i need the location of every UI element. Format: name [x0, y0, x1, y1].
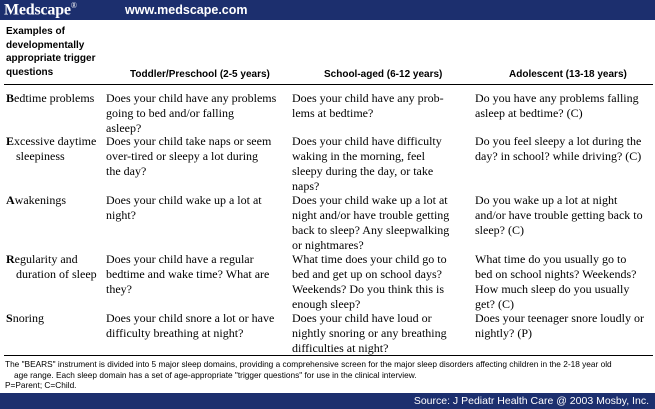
table-bottom-divider: [4, 355, 653, 356]
row-header-title-line: appropriate trigger: [6, 53, 96, 64]
table-cell: Does your child snore a lot or have difficulty breathing at night?: [106, 311, 275, 340]
table-cell: Does your child take naps or seem over-tired or sleepy a lot during the day?: [106, 134, 272, 178]
row-header-title-line: developmentally: [6, 39, 85, 51]
column-header-toddler: Toddler/Preschool (2-5 years): [130, 69, 270, 80]
footnote-line: age range. Each sleep domain has a set of age-appropriate "trigger questions" for use in the clinical interview.: [14, 369, 417, 380]
table-cell: Does your teenager snore loudly or nightly? (P): [475, 311, 644, 340]
brand-registered-mark: ®: [70, 1, 77, 10]
footnote-line: The "BEARS" instrument is divided into 5 major sleep domains, providing a comprehensive screen for the major sleep disorders affecting children in the 2-18 year old: [5, 359, 612, 369]
column-header-school-aged: School-aged (6-12 years): [324, 69, 443, 80]
domain-snoring: [6, 311, 102, 326]
table-cell: Does your child have any prob- lems at bedtime?: [292, 91, 444, 120]
domain-label: Awakenings: [6, 193, 66, 207]
table-cell: Does your child have a regular bedtime and wake time? What are they?: [106, 252, 270, 296]
source-citation: Source: J Pediatr Health Care @ 2003 Mosby, Inc.: [413, 395, 649, 407]
domain-label: Excessive daytime: [6, 134, 97, 148]
table-cell: Does your child have any problems going to bed and/or falling asleep?: [106, 91, 277, 135]
column-header-adolescent: Adolescent (13-18 years): [509, 69, 627, 80]
table-cell: Does your child wake up a lot at night?: [106, 193, 262, 222]
domain-label: Bedtime problems: [6, 91, 95, 105]
domain-regularity-duration: Regularity and duration of sleep: [6, 252, 102, 282]
site-url[interactable]: www.medscape.com: [125, 3, 248, 17]
brand-name: Medscape: [4, 1, 71, 19]
table-cell: What time do you usually go to bed on school nights? Weekends? How much sleep do you usually get? (C): [475, 252, 637, 311]
table-cell: Do you feel sleepy a lot during the day? in school? while driving? (C): [475, 134, 642, 163]
domain-excessive-daytime-sleepiness: Excessive daytime sleepiness: [6, 134, 102, 164]
table-cell: Do you wake up a lot at night and/or have trouble getting back to sleep? (C): [475, 193, 643, 237]
table-footnote: [5, 359, 650, 391]
header-divider: [4, 84, 653, 85]
row-header-title-line: questions: [6, 66, 54, 78]
table-cell: Does your child have difficulty waking in the morning, feel sleepy during the day, or take naps?: [292, 134, 442, 193]
row-header-title-line: Examples of: [6, 26, 65, 37]
table-cell: What time does your child go to bed and get up on school days? Weekends? Do you think this is enough sleep?: [292, 252, 447, 311]
medscape-logo[interactable]: [4, 1, 77, 19]
row-header-title: [6, 25, 106, 79]
domain-label: Regularity and: [6, 252, 78, 266]
domain-bedtime-problems: [6, 91, 102, 106]
table-cell: Do you have any problems falling asleep at bedtime? (C): [475, 91, 639, 120]
domain-label: Snoring: [6, 311, 45, 325]
footnote-line: P=Parent; C=Child.: [5, 380, 77, 390]
footer-bar: [0, 393, 655, 409]
header-bar: [0, 0, 655, 20]
domain-awakenings: [6, 193, 102, 208]
table-cell: Does your child wake up a lot at night and/or have trouble getting back to sleep? Any sleepwalking or nightmares?: [292, 193, 450, 252]
table-cell: Does your child have loud or nightly snoring or any breathing difficulties at night?: [292, 311, 447, 355]
